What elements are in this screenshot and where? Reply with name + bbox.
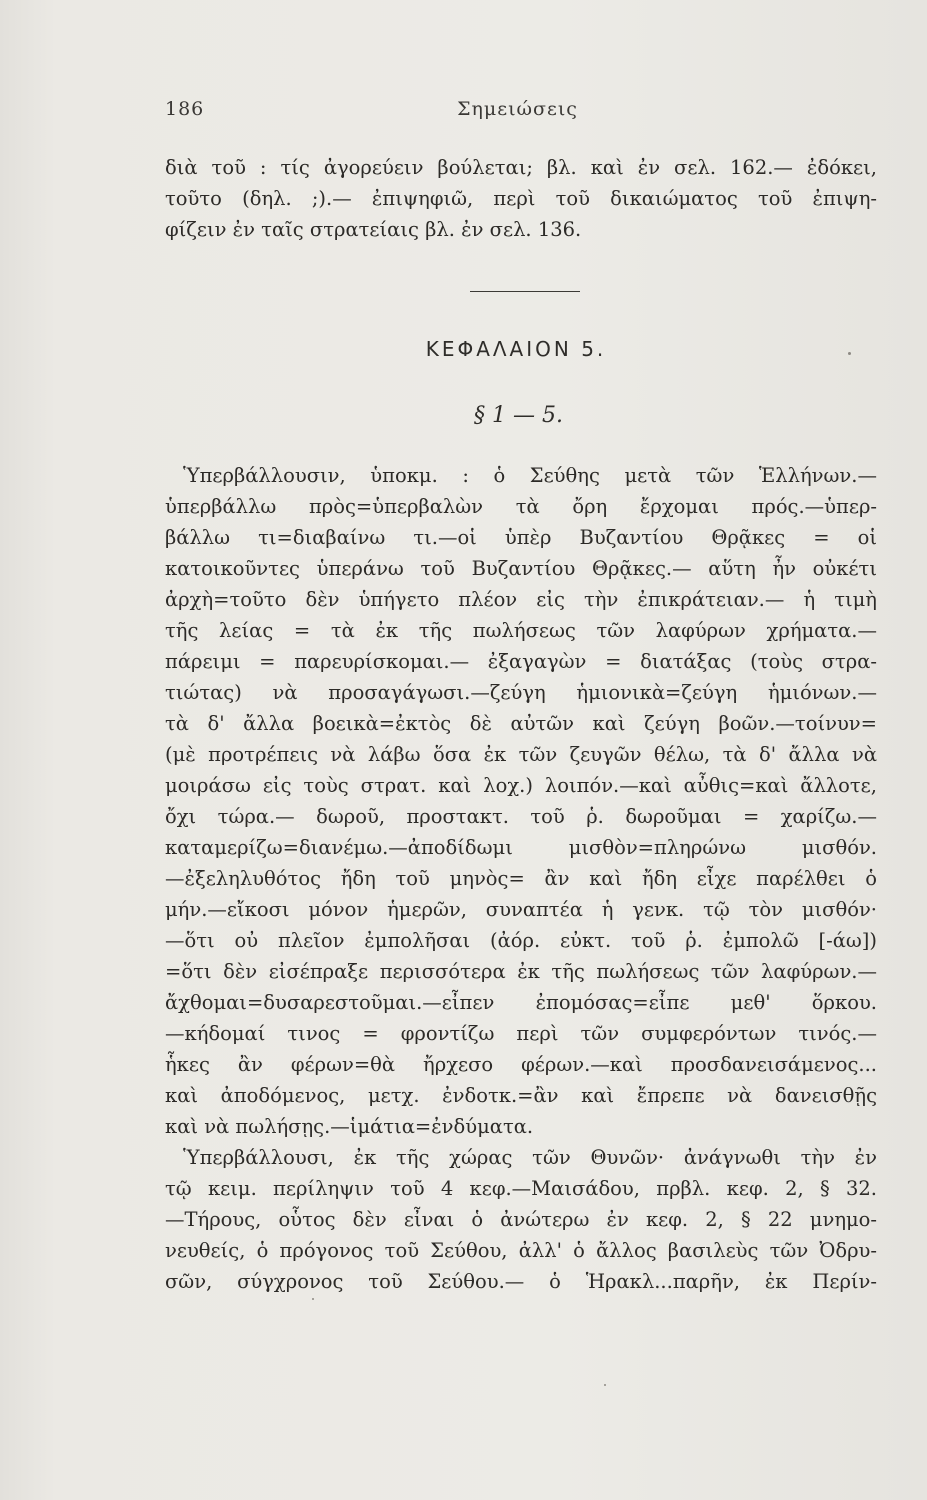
text-line: καὶ ἀποδόμενος, μετχ. ἐνδοτκ.=ἂν καὶ ἔπρεπε νὰ δανεισθῇς: [165, 1084, 877, 1107]
text-line: σῶν, σύγχρονος τοῦ Σεύθου.— ὁ Ἡρακλ...παρῆν, ἐκ Περίν-: [165, 1270, 877, 1293]
text-line: μήν.—εἴκοσι μόνον ἡμερῶν, συναπτέα ἡ γενκ. τῷ τὸν μισθόν·: [165, 898, 877, 921]
running-title: Σημειώσεις: [457, 98, 578, 120]
text-line: ἧκες ἂν φέρων=θὰ ἤρχεσο φέρων.—καὶ προσδανεισάμενος...: [165, 1053, 877, 1076]
text-line: Ὑπερβάλλουσι, ἐκ τῆς χώρας τῶν Θυνῶν· ἀνάγνωθι τὴν ἐν: [183, 1146, 877, 1169]
text-line: τιώτας) νὰ προσαγάγωσι.—ζεύγη ἡμιονικὰ=ζεύγη ἡμιόνων.—: [165, 681, 877, 704]
text-line: ἀρχὴ=τοῦτο δὲν ὑπήγετο πλέον εἰς τὴν ἐπικράτειαν.— ἡ τιμὴ: [165, 588, 877, 611]
text-line: τῷ κειμ. περίληψιν τοῦ 4 κεφ.—Μαισάδου, πρβλ. κεφ. 2, § 32.: [165, 1177, 877, 1200]
text-line: τῆς λείας = τὰ ἐκ τῆς πωλήσεως τῶν λαφύρων χρήματα.—: [165, 619, 877, 642]
section-heading: § 1 — 5.: [474, 403, 563, 428]
text-line: βάλλω τι=διαβαίνω τι.—οἱ ὑπὲρ Βυζαντίου Θρᾷκες = οἱ: [165, 526, 877, 549]
text-line: νευθείς, ὁ πρόγονος τοῦ Σεύθου, ἀλλ' ὁ ἄλλος βασιλεὺς τῶν Ὀδρυ-: [165, 1239, 877, 1262]
paper-speck: [312, 1298, 314, 1300]
notes-body: [165, 460, 877, 1297]
section-divider: [470, 291, 580, 292]
text-line: (μὲ προτρέπεις νὰ λάβω ὅσα ἐκ τῶν ζευγῶν θέλω, τὰ δ' ἄλλα νὰ: [165, 743, 877, 766]
page-number: 186: [165, 98, 205, 120]
text-line: διὰ τοῦ : τίς ἀγορεύειν βούλεται; βλ. καὶ ἐν σελ. 162.— ἐδόκει,: [165, 156, 877, 179]
paper-speck: [848, 352, 851, 355]
text-line: —Τήρους, οὗτος δὲν εἶναι ὁ ἀνώτερω ἐν κεφ. 2, § 22 μνημο-: [165, 1208, 877, 1231]
text-line: =ὅτι δὲν εἰσέπραξε περισσότερα ἐκ τῆς πωλήσεως τῶν λαφύρων.—: [165, 960, 877, 983]
text-line: καὶ νὰ πωλήσῃς.—ἱμάτια=ἐνδύματα.: [165, 1115, 534, 1138]
text-line: μοιράσω εἰς τοὺς στρατ. καὶ λοχ.) λοιπόν.—καὶ αὖθις=καὶ ἄλλοτε,: [165, 774, 877, 797]
text-line: καταμερίζω=διανέμω.—ἀποδίδωμι μισθὸν=πληρώνω μισθόν.: [165, 836, 877, 859]
text-line: —ὅτι οὐ πλεῖον ἐμπολῆσαι (ἀόρ. εὐκτ. τοῦ ῥ. ἐμπολῶ [-άω]): [165, 929, 877, 952]
text-line: ὑπερβάλλω πρὸς=ὑπερβαλὼν τὰ ὄρη ἔρχομαι πρός.—ὑπερ-: [165, 495, 877, 518]
page-header: [165, 98, 870, 128]
text-line: τοῦτο (δηλ. ;).— ἐπιψηφιῶ, περὶ τοῦ δικαιώματος τοῦ ἐπιψη-: [165, 187, 877, 210]
text-line: ὄχι τώρα.— δωροῦ, προστακτ. τοῦ ῥ. δωροῦμαι = χαρίζω.—: [165, 805, 877, 828]
paper-speck: [604, 1384, 606, 1386]
text-line: —κήδομαί τινος = φροντίζω περὶ τῶν συμφερόντων τινός.—: [165, 1022, 877, 1045]
text-line: κατοικοῦντες ὑπεράνω τοῦ Βυζαντίου Θρᾷκες.— αὕτη ἦν οὐκέτι: [165, 557, 877, 580]
text-line: φίζειν ἐν ταῖς στρατείαις βλ. ἐν σελ. 136.: [165, 218, 582, 241]
text-line: πάρειμι = παρευρίσκομαι.— ἐξαγαγὼν = διατάξας (τοὺς στρα-: [165, 650, 877, 673]
chapter-title: ΚΕΦΑΛΑΙΟΝ 5.: [425, 337, 607, 361]
text-line: —ἐξεληλυθότος ἤδη τοῦ μηνὸς= ἂν καὶ ἤδη εἶχε παρέλθει ὁ: [165, 867, 877, 890]
text-line: ἄχθομαι=δυσαρεστοῦμαι.—εἶπεν ἐπομόσας=εἶπε μεθ' ὅρκου.: [165, 991, 877, 1014]
intro-paragraph: [165, 152, 877, 245]
text-line: Ὑπερβάλλουσιν, ὑποκμ. : ὁ Σεύθης μετὰ τῶν Ἑλλήνων.—: [183, 464, 877, 487]
text-line: τὰ δ' ἄλλα βοεικὰ=ἐκτὸς δὲ αὐτῶν καὶ ζεύγη βοῶν.—τοίνυν=: [165, 712, 877, 735]
